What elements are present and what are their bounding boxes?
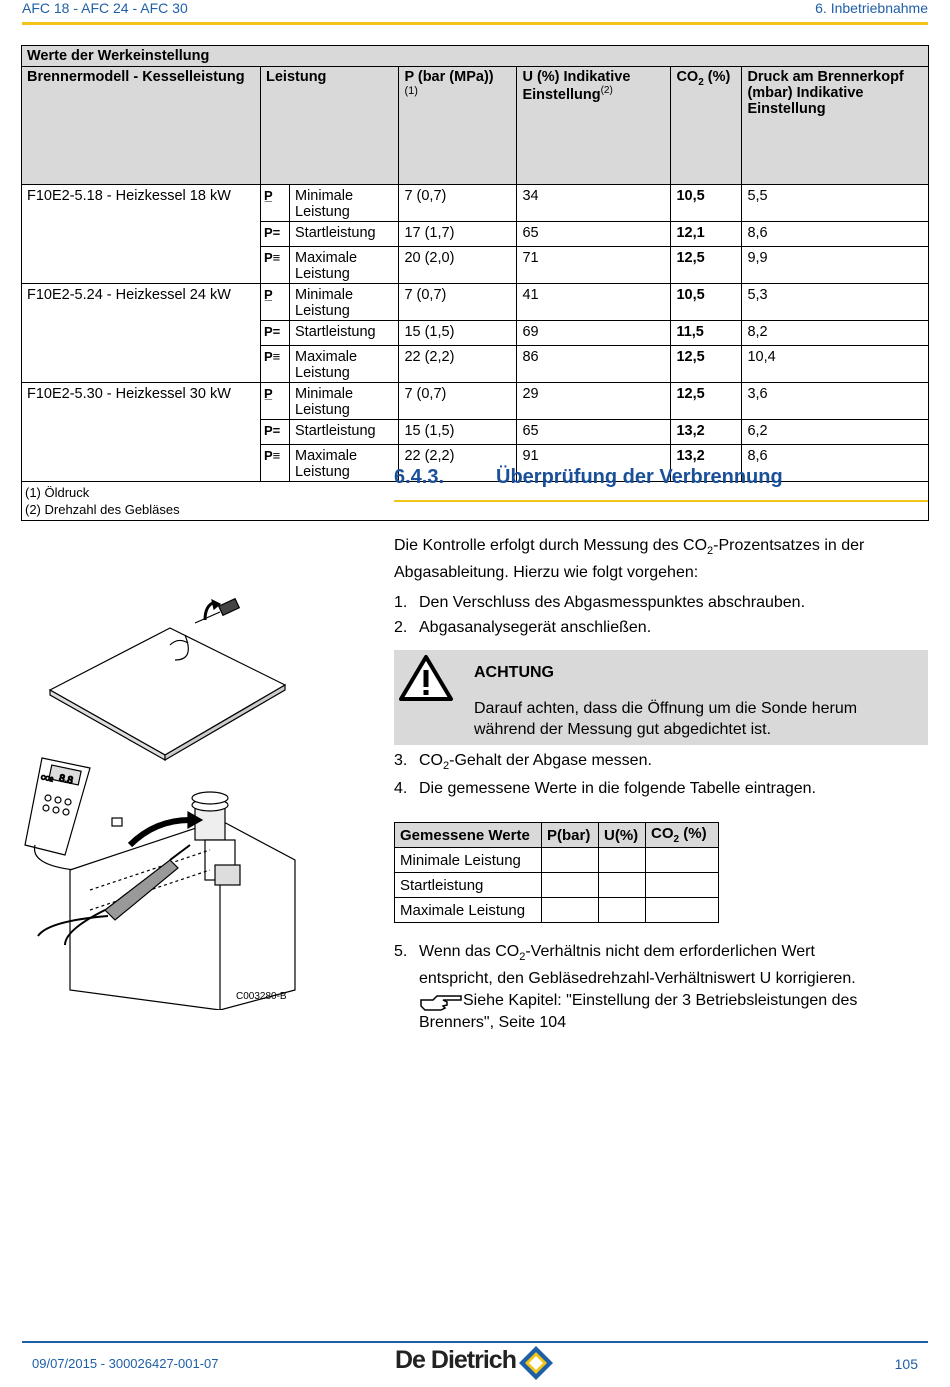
col-p: P(bar) <box>542 823 599 848</box>
section-title: Überprüfung der Verbrennung <box>496 466 783 488</box>
table-row: Maximale Leistung <box>395 898 719 923</box>
running-header-right: 6. Inbetriebnahme <box>815 0 928 16</box>
input-cell <box>599 873 646 898</box>
pointing-hand-icon <box>419 992 463 1012</box>
input-cell <box>599 848 646 873</box>
step-1: 1. Den Verschluss des Abgasmesspunktes abschrauben. <box>394 594 806 611</box>
power-symbol-icon: P̲ <box>261 284 290 321</box>
table-row: Startleistung <box>395 873 719 898</box>
boiler-flue-illustration <box>70 792 295 1010</box>
table-row: P≡ Maximale Leistung 20 (2,0) 71 12,5 9,9 <box>22 247 929 284</box>
table-footnotes: (1) Öldruck (2) Drehzahl des Gebläses <box>22 482 929 521</box>
cross-reference: Siehe Kapitel: "Einstellung der 3 Betriebsleistungen des <box>394 990 914 1012</box>
col-measured: Gemessene Werte <box>395 823 542 848</box>
input-cell <box>542 898 599 923</box>
col-co2: $CO_2$ (%) <box>671 67 742 185</box>
brand-diamond-icon <box>518 1345 554 1381</box>
warning-title: ACHTUNG <box>474 664 554 681</box>
boiler-cover-plate-illustration <box>50 628 285 760</box>
power-symbol-icon: P= <box>261 420 290 445</box>
table-row: P≡ Maximale Leistung 22 (2,2) 91 13,2 8,6 <box>22 445 929 482</box>
table-title: Werte der Werkeinstellung <box>22 46 929 67</box>
table-row: P= Startleistung 17 (1,7) 65 12,1 8,6 <box>22 222 929 247</box>
col-leistung: Leistung <box>261 67 399 185</box>
brand-logo: De Dietrich <box>395 1346 516 1374</box>
model-cell: F10E2-5.30 - Heizkessel 30 kW <box>22 383 261 420</box>
figure-caption: C003280-B <box>236 991 287 1002</box>
intro-paragraph: Die Kontrolle erfolgt durch Messung des $CO_2$-Prozentsatzes in der Abgasableitung. Hierzu wie folgt vorgehen: <box>394 537 865 582</box>
running-header-left: AFC 18 - AFC 24 - AFC 30 <box>22 0 188 16</box>
table-row: F10E2-5.24 - Heizkessel 24 kW P̲ Minimale Leistung 7 (0,7) 41 10,5 5,3 <box>22 284 929 321</box>
power-symbol-icon: P≡ <box>261 346 290 383</box>
section-number: 6.4.3. <box>394 466 445 488</box>
input-cell <box>646 873 719 898</box>
footer-date-code: 09/07/2015 - 300026427-001-07 <box>32 1356 219 1371</box>
section-rule <box>394 500 928 502</box>
model-cell: F10E2-5.24 - Heizkessel 24 kW <box>22 284 261 321</box>
table-row: F10E2-5.30 - Heizkessel 30 kW P̲ Minimale Leistung 7 (0,7) 29 12,5 3,6 <box>22 383 929 420</box>
table-row: Minimale Leistung <box>395 848 719 873</box>
input-cell <box>646 848 719 873</box>
header-rule <box>22 22 928 25</box>
input-cell <box>542 848 599 873</box>
power-symbol-icon: P= <box>261 222 290 247</box>
power-symbol-icon: P̲ <box>261 185 290 222</box>
warning-text: Darauf achten, dass die Öffnung um die Sonde herum während der Messung gut abgedichtet ist. <box>474 700 858 738</box>
col-druck: Druck am Brennerkopf (mbar) Indikative Einstellung <box>742 67 929 185</box>
power-symbol-icon: P≡ <box>261 247 290 284</box>
col-pressure: P (bar (MPa)) (1) <box>399 67 517 185</box>
measured-values-table <box>394 822 719 923</box>
step-4: 4. Die gemessene Werte in die folgende Tabelle eintragen. <box>394 780 816 797</box>
input-cell <box>599 898 646 923</box>
illustration-combustion-measurement <box>20 590 320 1010</box>
factory-settings-table <box>21 45 929 521</box>
power-symbol-icon: P̲ <box>261 383 290 420</box>
screwdriver-illustration <box>195 599 239 623</box>
table-row: P= Startleistung 15 (1,5) 69 11,5 8,2 <box>22 321 929 346</box>
flue-gas-analyser-illustration <box>25 758 90 870</box>
step-2: 2. Abgasanalysegerät anschließen. <box>394 619 652 636</box>
col-model: Brennermodell - Kesselleistung <box>22 67 261 185</box>
warning-box <box>394 650 928 745</box>
table-row: P≡ Maximale Leistung 22 (2,2) 86 12,5 10,4 <box>22 346 929 383</box>
col-u: U(%) <box>599 823 646 848</box>
svg-text:CO2: CO2 <box>40 775 54 784</box>
table-row: P= Startleistung 15 (1,5) 65 13,2 6,2 <box>22 420 929 445</box>
footer-rule <box>22 1341 928 1343</box>
input-cell <box>646 898 719 923</box>
svg-text:8.8: 8.8 <box>58 772 74 787</box>
warning-triangle-icon <box>398 654 454 702</box>
table-row: F10E2-5.18 - Heizkessel 18 kW P̲ Minimale Leistung 7 (0,7) 34 10,5 5,5 <box>22 185 929 222</box>
col-co2: $CO_2$ (%) <box>646 823 719 848</box>
col-u: U (%) Indikative Einstellung$^{(2)}$ <box>517 67 671 185</box>
power-symbol-icon: P≡ <box>261 445 290 482</box>
power-symbol-icon: P= <box>261 321 290 346</box>
page-number: 105 <box>894 1356 918 1372</box>
step-5: 5. Wenn das $CO_2$-Verhältnis nicht dem erforderlichen Wert entspricht, den Gebläsedrehzahl-Verhältniswert U korrigieren. Siehe Kapitel: "Einstellung der 3 Betriebsleistungen des Brenners", Seite 104 <box>394 941 914 1034</box>
input-cell <box>542 873 599 898</box>
step-3: 3. $CO_2$-Gehalt der Abgase messen. <box>394 752 652 773</box>
model-cell: F10E2-5.18 - Heizkessel 18 kW <box>22 185 261 222</box>
